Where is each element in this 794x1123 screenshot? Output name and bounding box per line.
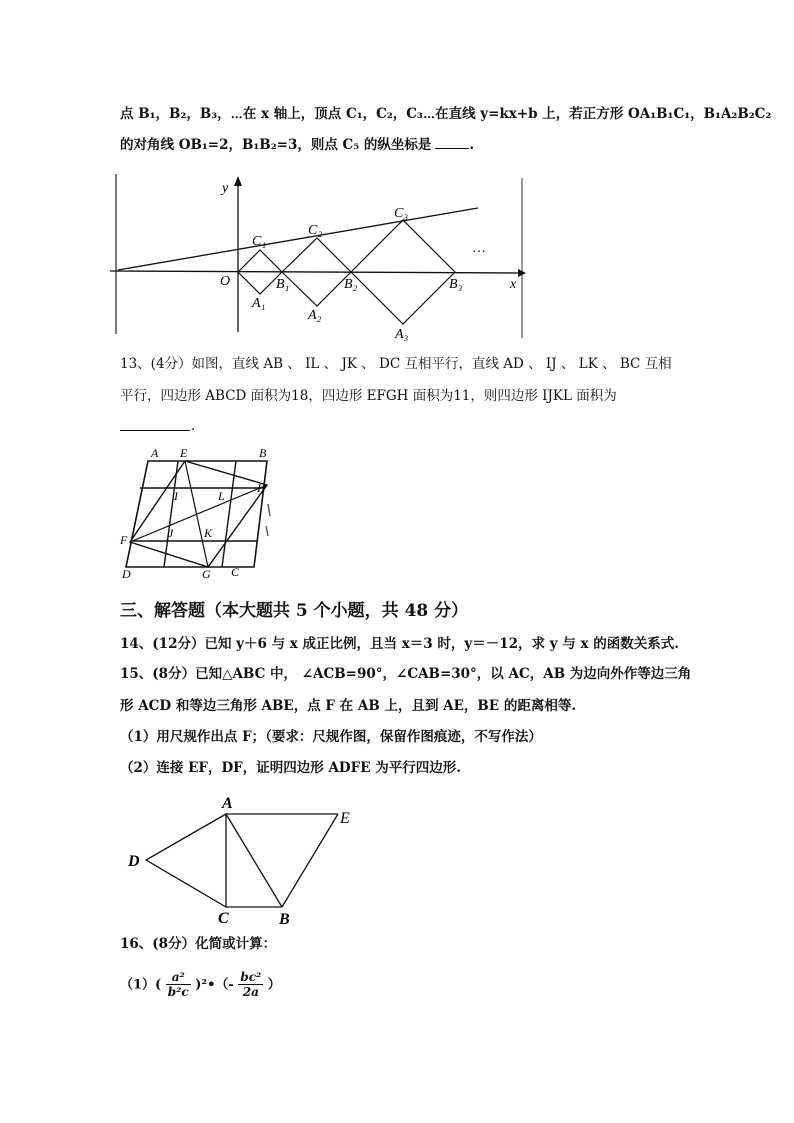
label-D-tri: D [128, 853, 140, 870]
label-H: H [257, 481, 266, 495]
label-C: C [231, 565, 240, 579]
label-F: F [120, 533, 128, 547]
fraction-1 [166, 970, 191, 1000]
q16-end: ） [267, 977, 281, 993]
label-C2: C₂ [308, 223, 323, 238]
label-J: J [168, 526, 174, 540]
fraction-2-num: bc² [240, 970, 262, 984]
label-B2: B₂ [344, 277, 358, 292]
q12-line2-end: . [469, 137, 475, 153]
label-y: y [222, 181, 229, 196]
label-L: L [218, 489, 225, 503]
q15-part1: （1）用尺规作出点 F；（要求：尺规作图，保留作图痕迹，不写作法） [120, 729, 542, 745]
q12-line2-text: 的对角线 OB₁=2，B₁B₂=3，则点 C₅ 的纵坐标是 [120, 137, 432, 153]
q12-line2 [120, 137, 474, 153]
label-I: I [174, 489, 178, 503]
label-A2: A₂ [308, 308, 322, 323]
q16-part1-label: （1）( [120, 977, 162, 993]
label-C3: C₃ [394, 206, 409, 221]
q15-part2: （2）连接 EF，DF，证明四边形 ADFE 为平行四边形. [120, 760, 461, 776]
label-A-tri: A [222, 795, 233, 812]
fraction-2 [238, 970, 263, 1000]
answer-blank [435, 148, 469, 149]
q15-line2: 形 ACD 和等边三角形 ABE，点 F 在 AB 上，且到 AE，BE 的距离相等. [120, 698, 577, 714]
label-G: G [202, 567, 211, 581]
q13-line1: 13、(4分）如图，直线 AB 、 IL 、 JK 、 DC 互相平行，直线 AD 、 IJ 、 LK 、 BC 互相 [120, 356, 672, 372]
label-K: K [204, 526, 213, 540]
label-E-tri: E [340, 810, 350, 827]
q14-text: 14、(12分）已知 y＋6 与 x 成正比例，且当 x＝3 时，y＝－12，求 y 与 x 的函数关系式. [120, 636, 679, 652]
q16-text: 16、(8分）化简或计算： [120, 936, 277, 952]
label-D: D [122, 567, 131, 581]
fraction-2-den: 2a [242, 985, 259, 1000]
answer-blank-long [120, 430, 190, 431]
label-B-tri: B [279, 911, 290, 928]
q13-figure [118, 444, 286, 582]
label-A: A [151, 446, 159, 460]
q12-figure [110, 172, 530, 342]
q13-line3-end: . [191, 418, 196, 434]
q16-part1 [120, 970, 281, 1000]
q13-line2: 平行，四边形 ABCD 面积为18，四边形 EFGH 面积为11，则四边形 IJKL 面积为 [120, 388, 617, 404]
label-C1: C₁ [252, 234, 267, 249]
label-A1: A₁ [252, 296, 266, 311]
label-A3: A₃ [395, 327, 409, 342]
q16-mid: )²•（- [195, 977, 234, 993]
label-B1: B₁ [276, 277, 290, 292]
label-O: O [220, 274, 231, 289]
label-C-tri: C [218, 910, 229, 927]
label-B: B [259, 446, 267, 460]
label-B3: B₃ [449, 277, 463, 292]
label-E: E [180, 446, 188, 460]
q15-line1: 15、(8分）已知△ABC 中， ∠ACB=90°，∠CAB=30°，以 AC，AB 为边向外作等边三角 [120, 666, 692, 682]
fraction-1-num: a² [166, 970, 191, 985]
section-heading: 三、解答题（本大题共 5 个小题，共 48 分） [120, 601, 469, 621]
fraction-1-den: b²c [167, 985, 189, 1000]
label-x: x [510, 277, 517, 292]
label-dots: … [472, 241, 486, 256]
q15-figure [118, 790, 368, 930]
q12-line1: 点 B₁，B₂，B₃，⋯在 x 轴上，顶点 C₁，C₂，C₃⋯在直线 y=kx+b 上，若正方形 OA₁B₁C₁，B₁A₂B₂C₂ [120, 106, 772, 122]
